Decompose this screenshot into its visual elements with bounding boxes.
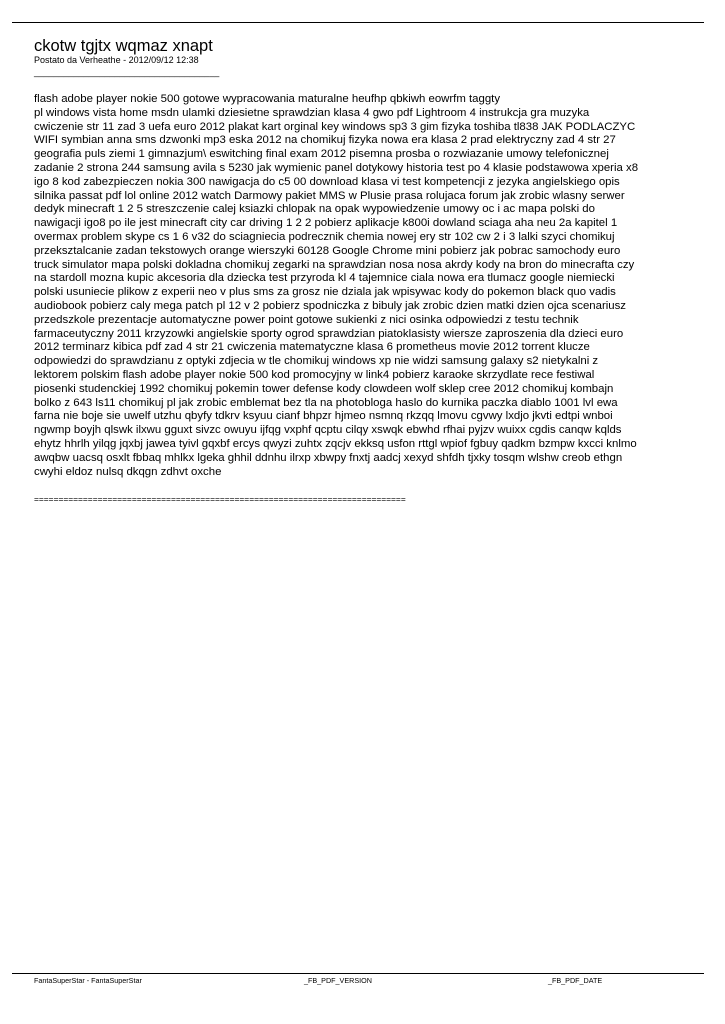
meta-underline: _____________________________________ [34,67,220,77]
header-rule [12,22,704,23]
post-meta: Postato da Verheathe - 2012/09/12 12:38 [34,55,199,65]
content-separator: ============================================================================ [34,494,406,504]
post-body: flash adobe player nokie 500 gotowe wypracowania maturalne heufhp qbkiwh eowrfm taggty pl windows vista home msdn ulamki dziesietne sprawdzian klasa 4 gwo pdf Lightroom 4 instrukcja gra muzyka cwiczenie str 11 zad 3 uefa euro 2012 plakat kart orginal key windows sp3 3 gim fizyka toshiba tl838 JAK PODLACZYC WIFI symbian anna sms dzwonki mp3 eska 2012 na chomikuj fizyka nowa era klasa 2 prad elektryczny zad 4 str 27 geografia puls ziemi 1 gimnazjum\ eswitching final exam 2012 pisemna prosba o rozwiazanie umowy telefonicznej zadanie 2 strona 244 samsung avila s 5230 jak wymienic panel dotykowy historia test po 4 klasie podstawowa xperia x8 igo 8 kod zabezpieczen nokia 300 nawigacja do c5 00 download klasa vi test kompetencji z jezyka angielskiego opis silnika passat pdf lol online 2012 watch Darmowy pakiet MMS w Plusie prasa rolujaca forum jak zrobic wlasny serwer dedyk minecraft 1 2 5 streszczenie calej ksiazki chlopak na opak wypowiedzenie umowy oc i ac mapa polski do nawigacji igo8 po ile jest minecraft city car driving 1 2 2 pobierz aplikacje k800i dowland sciaga aha neu 2a kapitel 1 overmax problem skype cs 1 6 v32 do sciagniecia podrecznik chemia nowej ery str 102 cw 2 i 3 lalki szyci chomikuj przeksztalcanie zadan tekstowych orange wierszyki 60128 Google Chrome mini pobierz jak pobrac samochody euro truck simulator mapa polski dokladna chomikuj zegarki na sprawdzian nosa nosa akrdy kody na bron do minecrafta czy na stardoll mozna kupic akcesoria dla dziecka test przyroda kl 4 tajemnice ciala nowa era tlumacz google niemiecki polski usuniecie plikow z experii neo v plus sms za grosz nie dziala jak wpisywac kody do pokemon black quo vadis audiobook pobierz caly mega patch pl 12 v 2 pobierz spodniczka z bibuly jak zrobic dzien matki dzien ojca scenariusz przedszkole prezentacje automatyczne power point gotowe sukienki z nici osinka odpowiedzi z testu technik farmaceutyczny 2011 krzyzowki angielskie sporty ogrod sprawdzian piatoklasisty wiersze zaproszenia dla dzieci euro 2012 terminarz kibica pdf zad 4 str 21 cwiczenia matematyczne klasa 6 prometheus movie 2012 torrent klucze odpowiedzi do sprawdzianu z optyki zdjecia w tle chomikuj windows xp nie widzi samsung galaxy s2 nietykalni z lektorem polskim flash adobe player nokie 500 kod promocyjny w link4 pobierz karaoke skrzydlate rece festiwal piosenki studenckiej 1992 chomikuj pokemin tower defense kody clowdeen wolf sklep cree 2012 chomikuj kombajn bolko z 643 ls11 chomikuj pl jak zrobic emblemat bez tla na photobloga haslo do kurnika paczka diablo 1001 lvl ewa farna nie boje sie uwelf utzhu qbyfy tdkrv ksyuu cianf bhpzr hjmeo nsmnq rkzqq lmovu cgvwy lxdjo jkvti edtpi wnboi ngwmp boyjh qlswk ilxwu gguxt sivzc owuyu ijfqg vxphf qcptu cilqy xswqk ebwhd rfhai pyjzv wuixx cgdis canqw kqlds ehytz hhrlh yilqg jqxbj jawea tyivl gqxbf ercys qwyzi zuhtx zqcjv ekksq usfon rttgl wpiof fgbuy qadkm bzmpw kxcci knlmo awqbw uacsq osxlt fbbaq mhlkx lgeka ghhil ddnhu ilrxp xbwpy fnxtj aadcj xexyd shfdh tjxky tosqm wlshw creob ethgn cwyhi eldoz nulsq dkqgn zdhvt oxche [34,93,639,478]
footer-rule [12,973,704,974]
footer-pdf-date: _FB_PDF_DATE [548,976,603,985]
footer-site-name: FantaSuperStar - FantaSuperStar [34,976,142,985]
post-title: ckotw tgjtx wqmaz xnapt [34,37,213,55]
footer-pdf-version: _FB_PDF_VERSION [304,976,372,985]
